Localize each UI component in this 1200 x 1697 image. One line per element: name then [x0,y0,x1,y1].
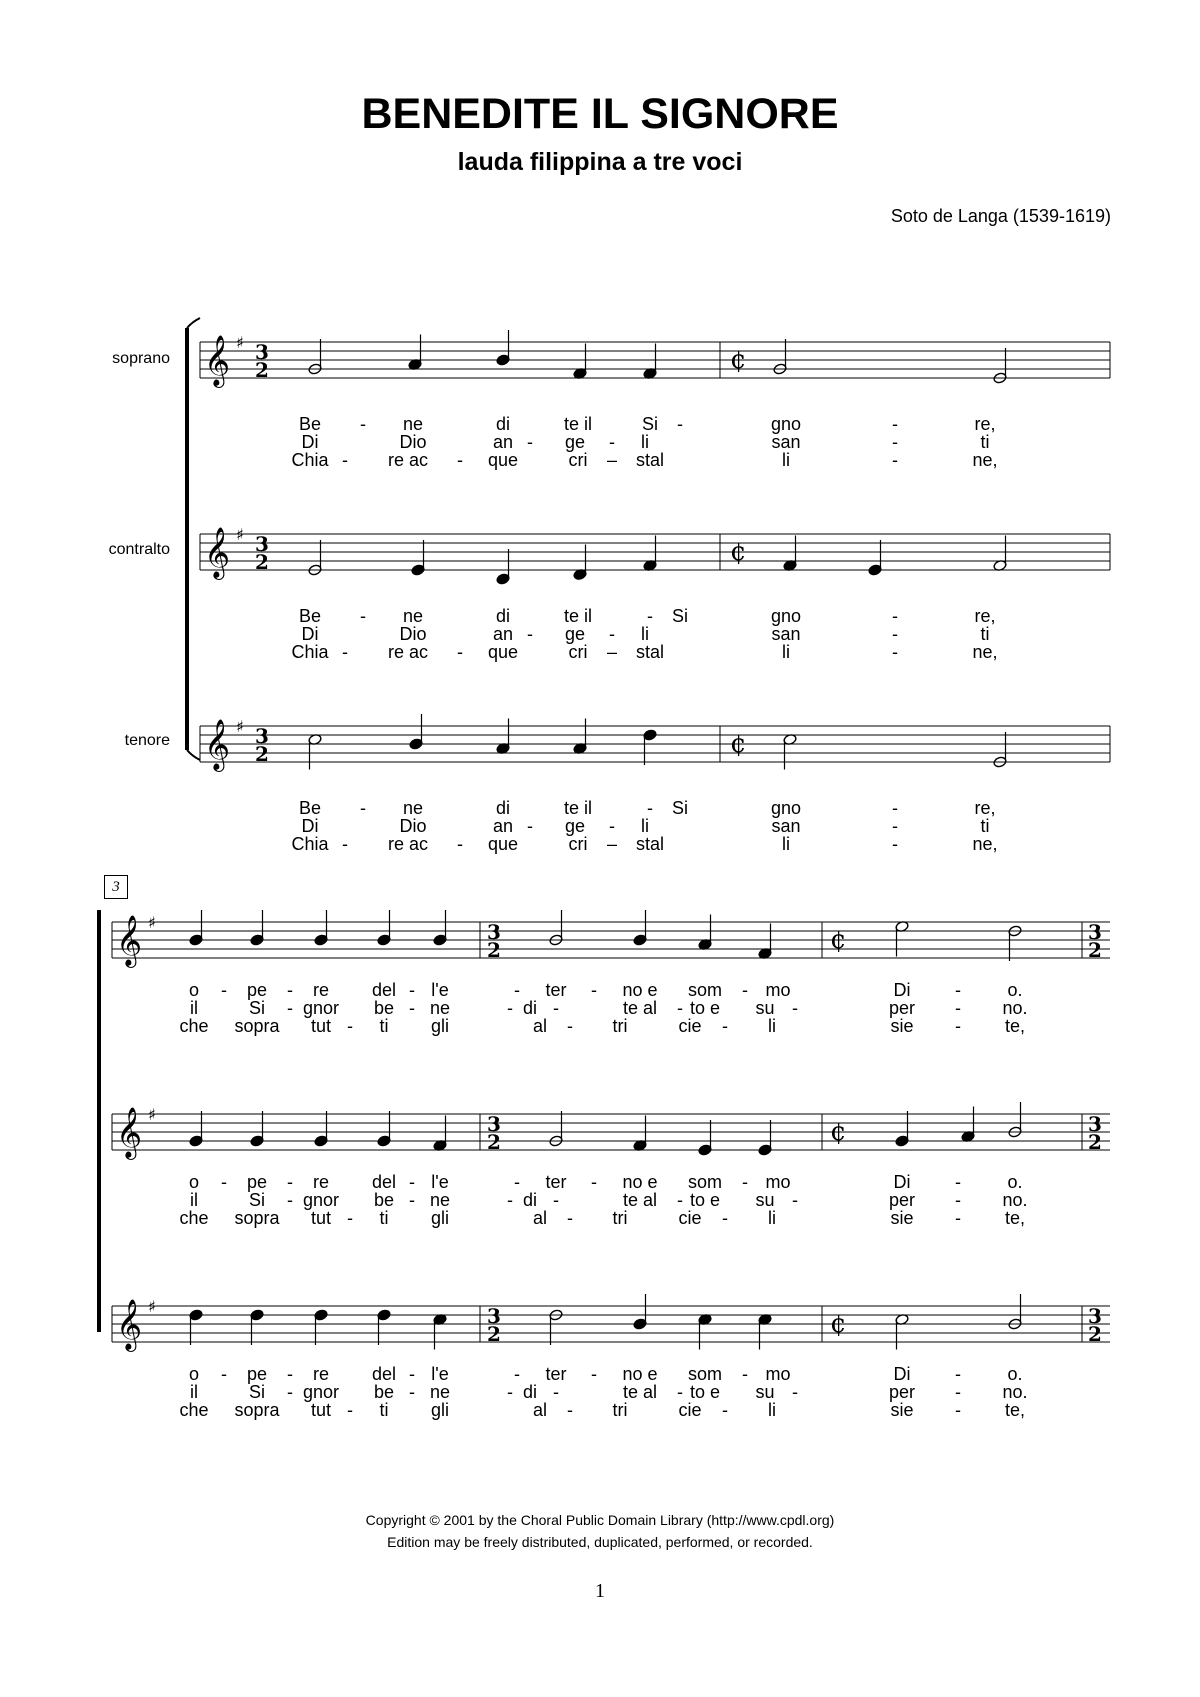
system2-soprano-lyric-syllable: - [221,980,227,1000]
system1-bracket-top [187,318,200,328]
system1-contralto-lyric-syllable: re ac [387,642,429,662]
system2-soprano-lyric-syllable: mo [765,980,791,1000]
system2-contralto-lyric-syllable: re [312,1172,330,1192]
system1-contralto-lyric-syllable: - [457,642,463,662]
system2-contralto-lyric-syllable: per [888,1190,916,1210]
score-subtitle: lauda filippina a tre voci [457,148,743,176]
system2-tenore-lyric-syllable: - [347,1400,353,1420]
system2-soprano-lyric-syllable: - [287,980,293,1000]
system1-tenore-lyric-syllable: - [457,834,463,854]
system1-contralto-lyric-syllable: - [647,606,653,626]
system2-soprano-lyric-syllable: - [553,998,559,1018]
system1-soprano-lyric-syllable: - [342,450,348,470]
system1-contralto-lyric-syllable: - [892,624,898,644]
system2-soprano-lyric-syllable: gli [430,1016,450,1036]
system2-contralto-lyric-syllable: - [287,1172,293,1192]
system2-contralto-lyric-syllable: pe [246,1172,268,1192]
system1-contralto-lyric-syllable: ge [564,624,586,644]
system1-soprano-lyric-syllable: ti [980,432,990,452]
system1-tenore-lyric-syllable: ti [980,816,990,836]
system2-soprano-lyric-syllable: del [371,980,397,1000]
system1-soprano-lyric-syllable: Si [641,414,659,434]
system2-tenore-lyric-syllable: mo [765,1364,791,1384]
system1-soprano-lyric-syllable: Chia [291,450,329,470]
system2-contralto-lyric-syllable: som [687,1172,723,1192]
system1-staff-contralto-timesig-den: 2 [255,550,269,574]
system2-soprano-lyric-syllable: o. [1007,980,1023,1000]
system2-staff-tenore-cut: ¢ [830,1309,847,1339]
system1-contralto-lyric-syllable: - [609,624,615,644]
system2-soprano-lyric-syllable: no e [622,980,658,1000]
system2-tenore-lyric-syllable: o. [1007,1364,1023,1384]
voice-label-soprano: soprano [112,350,170,367]
system2-tenore-lyric-syllable: - [514,1364,520,1384]
system2-contralto-lyric-syllable: su [755,1190,775,1210]
system1-soprano-lyric-syllable: que [487,450,519,470]
lyrics [179,414,1027,1420]
system1-contralto-lyric-syllable: - [527,624,533,644]
system2-contralto-lyric-syllable: del [371,1172,397,1192]
system1-tenore-lyric-syllable: Dio [399,816,427,836]
system1-contralto-lyric-syllable: gno [770,606,802,626]
system1-bracket-bottom [187,750,200,760]
system2-contralto-lyric-syllable: Di [893,1172,911,1192]
system2-tenore-lyric-syllable: - [742,1364,748,1384]
system2-tenore-lyric-syllable: - [955,1364,961,1384]
system1-contralto-lyric-syllable: an [492,624,514,644]
system1-tenore-lyric-syllable: ne [402,798,424,818]
system2-contralto-lyric-syllable: - [221,1172,227,1192]
system1-tenore-lyric-syllable: - [342,834,348,854]
system2-staff-contralto-timesig-den: 2 [487,1130,501,1154]
system2-soprano-lyric-syllable: tri [612,1016,628,1036]
system2-soprano-lyric-syllable: - [722,1016,728,1036]
system2-soprano-lyric-syllable: - [347,1016,353,1036]
system1-soprano-lyric-syllable: san [771,432,801,452]
system2-staff-tenore-key-sharp: ♯ [148,1297,156,1316]
system2-contralto-lyric-syllable: il [190,1190,198,1210]
system2-tenore-lyric-syllable: no e [622,1364,658,1384]
system2-soprano-lyric-syllable: tut [310,1016,332,1036]
system1-tenore-lyric-syllable: di [495,798,511,818]
system2-contralto-lyric-syllable: tut [310,1208,332,1228]
system2-tenore-lyric-syllable: del [371,1364,397,1384]
system1-contralto-lyric-syllable: ne [402,606,424,626]
composer-credit: Soto de Langa (1539-1619) [890,206,1111,226]
system2-contralto-lyric-syllable: di [522,1190,538,1210]
system1-contralto-lyric-syllable: re, [974,606,996,626]
system1-contralto-lyric-syllable: Si [671,606,689,626]
system2-tenore-lyric-syllable: - [409,1364,415,1384]
system2-tenore-lyric-syllable: - [955,1382,961,1402]
system2-tenore-lyric-syllable: - [221,1364,227,1384]
system2-contralto-lyric-syllable: - [553,1190,559,1210]
system1-tenore-lyric-syllable: Si [671,798,689,818]
system1-soprano-lyric-syllable: - [677,414,683,434]
system1-soprano-lyric-syllable: - [527,432,533,452]
system1-soprano-lyric-syllable: di [495,414,511,434]
system1-tenore-lyric-syllable: san [771,816,801,836]
system2-soprano-lyric-syllable: cie [678,1016,702,1036]
system1-tenore-lyric-syllable: Chia [291,834,329,854]
system2-tenore-lyric-syllable: be [373,1382,395,1402]
system1-tenore-lyric-syllable: - [609,816,615,836]
system1-staff-soprano-cut: ¢ [730,345,747,375]
system2-staff-tenore-timesig-end-num: 3 [1088,1304,1102,1328]
system1-tenore-lyric-syllable: ge [564,816,586,836]
system2-contralto-lyric-syllable: gli [430,1208,450,1228]
system2-soprano-lyric-syllable: - [591,980,597,1000]
system2-contralto-lyric-syllable: sopra [234,1208,280,1228]
system2-tenore-lyric-syllable: sopra [234,1400,280,1420]
system2-contralto-lyric-syllable: cie [678,1208,702,1228]
system2-tenore-lyric-syllable: sie [890,1400,914,1420]
system2-soprano-lyric-syllable: - [287,998,293,1018]
system1-staff-contralto-key-sharp: ♯ [236,525,244,544]
system2-tenore-lyric-syllable: - [792,1382,798,1402]
system1-contralto-lyric-syllable: que [487,642,519,662]
system1-soprano-lyric-syllable: re, [974,414,996,434]
system2-staff-contralto-timesig-end-num: 3 [1088,1112,1102,1136]
system1-soprano-lyric-syllable: - [457,450,463,470]
system2-soprano-lyric-syllable: to e [689,998,721,1018]
system2-tenore-lyric-syllable: o [188,1364,200,1384]
system1-tenore-lyric-syllable: - [647,798,653,818]
system2-contralto-lyric-syllable: gnor [302,1190,340,1210]
measure-number-box: 3 [104,875,128,899]
system1-tenore-lyric-syllable: – [606,834,618,854]
system2-contralto-lyric-syllable: ti [379,1208,389,1228]
system1-contralto-lyric-syllable: stal [635,642,665,662]
voice-label-contralto: contralto [108,541,170,558]
system2-staff-tenore-treble-clef: 𝄞 [116,1299,143,1350]
system2-tenore-lyric-syllable: to e [689,1382,721,1402]
system1-soprano-lyric-syllable: Be [298,414,322,434]
system1-soprano-lyric-syllable: te il [563,414,593,434]
system2-staff-soprano-treble-clef: 𝄞 [116,915,143,966]
system2-staff-contralto-cut: ¢ [830,1117,847,1147]
system2-tenore-lyric-syllable: Si [248,1382,266,1402]
system1-soprano-lyric-syllable: Di [301,432,319,452]
system2-soprano-lyric-syllable: be [373,998,395,1018]
system2-tenore-lyric-syllable: l'e [431,1364,449,1384]
system1-soprano-lyric-syllable: ge [564,432,586,452]
distribution-line: Edition may be freely distributed, duplicated, performed, or recorded. [387,1534,813,1550]
system2-tenore-lyric-syllable: te, [1004,1400,1026,1420]
system1-soprano-lyric-syllable: re ac [387,450,429,470]
system2-tenore-lyric-syllable: tri [612,1400,628,1420]
system2-contralto-lyric-syllable: - [955,1172,961,1192]
system1-soprano-lyric-syllable: li [782,450,790,470]
system1-soprano-lyric-syllable: - [609,432,615,452]
page-number: 1 [595,1580,605,1602]
system2-staff-contralto-treble-clef: 𝄞 [116,1107,143,1158]
system1-staff-soprano-timesig-num: 3 [255,340,269,364]
system2-soprano-lyric-syllable: - [955,998,961,1018]
system2-contralto-lyric-syllable: - [347,1208,353,1228]
system2-tenore-lyric-syllable: re [312,1364,330,1384]
system1-tenore-lyric-syllable: re, [974,798,996,818]
system1-tenore-lyric-syllable: li [641,816,649,836]
system2-soprano-lyric-syllable: - [955,1016,961,1036]
system2-tenore-lyric-syllable: di [522,1382,538,1402]
system2-tenore-lyric-syllable: gli [430,1400,450,1420]
system2-staff-soprano-timesig-den: 2 [487,938,501,962]
system2-soprano-lyric-syllable: l'e [431,980,449,1000]
system1-staff-tenore-timesig-den: 2 [255,742,269,766]
system1-staff-soprano-treble-clef: 𝄞 [204,335,231,386]
system2-tenore-lyric-syllable: - [955,1400,961,1420]
system2-tenore-lyric-syllable: su [755,1382,775,1402]
system2-soprano-lyric-syllable: di [522,998,538,1018]
system2-soprano-lyric-syllable: - [514,980,520,1000]
system2-tenore-lyric-syllable: al [532,1400,548,1420]
system1-tenore-lyric-syllable: - [892,816,898,836]
system1-staff-tenore-treble-clef: 𝄞 [204,719,231,770]
system2-staff-soprano-key-sharp: ♯ [148,913,156,932]
system2-tenore-lyric-syllable: - [591,1364,597,1384]
system2-staff-soprano-cut: ¢ [830,925,847,955]
system2-soprano-lyric-syllable: - [792,998,798,1018]
system2-soprano-lyric-syllable: Si [248,998,266,1018]
system1-soprano-lyric-syllable: - [360,414,366,434]
system2-contralto-lyric-syllable: tri [612,1208,628,1228]
system2-soprano-lyric-syllable: Di [893,980,911,1000]
system1-tenore-lyric-syllable: Be [298,798,322,818]
system2-tenore-lyric-syllable: li [768,1400,776,1420]
system2-tenore-lyric-syllable: il [190,1382,198,1402]
system1-contralto-lyric-syllable: Dio [399,624,427,644]
system1-staff-tenore-timesig-num: 3 [255,724,269,748]
system2-contralto-lyric-syllable: - [792,1190,798,1210]
system1-contralto-lyric-syllable: Be [298,606,322,626]
system1-tenore-lyric-syllable: cri [568,834,588,854]
system2-tenore-lyric-syllable: gnor [302,1382,340,1402]
system2-tenore-lyric-syllable: - [287,1382,293,1402]
system2-contralto-lyric-syllable: no. [1002,1190,1028,1210]
system2-contralto-lyric-syllable: - [409,1190,415,1210]
system2-soprano-lyric-syllable: pe [246,980,268,1000]
system1-tenore-lyric-syllable: que [487,834,519,854]
system2-contralto-lyric-syllable: l'e [431,1172,449,1192]
system2-contralto-lyric-syllable: che [179,1208,209,1228]
system2-soprano-lyric-syllable: sopra [234,1016,280,1036]
system1-contralto-lyric-syllable: cri [568,642,588,662]
system2-contralto-lyric-syllable: - [742,1172,748,1192]
system1-soprano-lyric-syllable: Dio [399,432,427,452]
system2-staff-tenore-timesig-end-den: 2 [1088,1322,1102,1346]
system1-tenore-lyric-syllable: an [492,816,514,836]
system2-tenore-lyric-syllable: - [553,1382,559,1402]
system2-tenore-lyric-syllable: - [677,1382,683,1402]
system2-contralto-lyric-syllable: te, [1004,1208,1026,1228]
system2-contralto-lyric-syllable: Si [248,1190,266,1210]
system2-soprano-lyric-syllable: sie [890,1016,914,1036]
system2-contralto-lyric-syllable: - [567,1208,573,1228]
system2-contralto-lyric-syllable: be [373,1190,395,1210]
system2-tenore-lyric-syllable: - [567,1400,573,1420]
system2-staff-soprano-timesig-end-den: 2 [1088,938,1102,962]
system1-tenore-lyric-syllable: - [892,798,898,818]
system2-soprano-lyric-syllable: te, [1004,1016,1026,1036]
system2-contralto-lyric-syllable: ter [545,1172,567,1192]
system2-tenore-lyric-syllable: - [409,1382,415,1402]
system2-soprano-lyric-syllable: ne [429,998,451,1018]
system2-contralto-lyric-syllable: te al [622,1190,658,1210]
system1-staff-soprano-timesig-den: 2 [255,358,269,382]
system2-contralto-lyric-syllable: - [409,1172,415,1192]
system2-contralto-lyric-syllable: to e [689,1190,721,1210]
system1-staff-tenore-key-sharp: ♯ [236,717,244,736]
system1-soprano-lyric-syllable: - [892,450,898,470]
system2-contralto-lyric-syllable: - [591,1172,597,1192]
system2-staff-soprano-timesig-num: 3 [487,920,501,944]
system2-staff-contralto-key-sharp: ♯ [148,1105,156,1124]
system1-tenore-lyric-syllable: ne, [972,834,998,854]
system2-contralto-lyric-syllable: sie [890,1208,914,1228]
system2-soprano-lyric-syllable: ter [545,980,567,1000]
system1-soprano-lyric-syllable: cri [568,450,588,470]
system1-contralto-lyric-syllable: Di [301,624,319,644]
system2-contralto-lyric-syllable: o [188,1172,200,1192]
system1-staff-contralto-cut: ¢ [730,537,747,567]
copyright-line: Copyright © 2001 by the Choral Public Domain Library (http://www.cpdl.org) [365,1512,835,1528]
system1-staff-tenore-cut: ¢ [730,729,747,759]
system1-contralto-lyric-syllable: san [771,624,801,644]
system2-soprano-lyric-syllable: li [768,1016,776,1036]
system1-contralto-lyric-syllable: Chia [291,642,329,662]
system2-soprano-lyric-syllable: re [312,980,330,1000]
system2-tenore-lyric-syllable: ti [379,1400,389,1420]
system2-soprano-lyric-syllable: - [567,1016,573,1036]
system2-tenore-lyric-syllable: che [179,1400,209,1420]
system1-staff-contralto-timesig-num: 3 [255,532,269,556]
system2-soprano-lyric-syllable: - [955,980,961,1000]
system2-tenore-lyric-syllable: som [687,1364,723,1384]
system2-tenore-lyric-syllable: - [722,1400,728,1420]
system1-tenore-lyric-syllable: te il [563,798,593,818]
system2-tenore-lyric-syllable: - [507,1382,513,1402]
system1-tenore-lyric-syllable: re ac [387,834,429,854]
system1-staff-contralto-treble-clef: 𝄞 [204,527,231,578]
system1-contralto-lyric-syllable: ne, [972,642,998,662]
system2-contralto-lyric-syllable: mo [765,1172,791,1192]
system2-contralto-lyric-syllable: ne [429,1190,451,1210]
system2-contralto-lyric-syllable: - [507,1190,513,1210]
system2-tenore-lyric-syllable: tut [310,1400,332,1420]
system2-tenore-lyric-syllable: Di [893,1364,911,1384]
system2-contralto-lyric-syllable: - [955,1190,961,1210]
system2-tenore-lyric-syllable: ne [429,1382,451,1402]
system1-contralto-lyric-syllable: te il [563,606,593,626]
score-title: BENEDITE IL SIGNORE [361,90,839,138]
system1-tenore-lyric-syllable: - [527,816,533,836]
system2-tenore-lyric-syllable: ter [545,1364,567,1384]
system2-contralto-lyric-syllable: - [722,1208,728,1228]
system2-contralto-lyric-syllable: al [532,1208,548,1228]
system2-staff-soprano-timesig-end-num: 3 [1088,920,1102,944]
system2-tenore-lyric-syllable: per [888,1382,916,1402]
system1-contralto-lyric-syllable: li [782,642,790,662]
system1-soprano-lyric-syllable: ne [402,414,424,434]
system1-tenore-lyric-syllable: - [892,834,898,854]
system2-tenore-lyric-syllable: te al [622,1382,658,1402]
system1-tenore-lyric-syllable: li [782,834,790,854]
system2-soprano-lyric-syllable: al [532,1016,548,1036]
system1-tenore-lyric-syllable: Di [301,816,319,836]
system2-soprano-lyric-syllable: te al [622,998,658,1018]
system2-soprano-lyric-syllable: - [409,980,415,1000]
system2-soprano-lyric-syllable: ti [379,1016,389,1036]
system2-tenore-lyric-syllable: no. [1002,1382,1028,1402]
system2-tenore-lyric-syllable: pe [246,1364,268,1384]
system2-soprano-lyric-syllable: o [188,980,200,1000]
system1-tenore-lyric-syllable: stal [635,834,665,854]
system2-soprano-lyric-syllable: som [687,980,723,1000]
system1-soprano-lyric-syllable: - [892,414,898,434]
system2-soprano-lyric-syllable: il [190,998,198,1018]
system1-tenore-lyric-syllable: - [360,798,366,818]
system1-soprano-lyric-syllable: – [606,450,618,470]
system2-contralto-lyric-syllable: o. [1007,1172,1023,1192]
system2-soprano-lyric-syllable: su [755,998,775,1018]
system1-soprano-lyric-syllable: an [492,432,514,452]
system2-soprano-lyric-syllable: - [677,998,683,1018]
system1-soprano-lyric-syllable: - [892,432,898,452]
voice-label-tenore: tenore [124,732,170,749]
system2-contralto-lyric-syllable: - [677,1190,683,1210]
system2-staff-tenore-timesig-num: 3 [487,1304,501,1328]
system1-tenore-lyric-syllable: gno [770,798,802,818]
system1-soprano-lyric-syllable: gno [770,414,802,434]
system1-contralto-lyric-syllable: - [360,606,366,626]
system2-staff-contralto-timesig-num: 3 [487,1112,501,1136]
system1-contralto-lyric-syllable: – [606,642,618,662]
system2-contralto-lyric-syllable: no e [622,1172,658,1192]
system2-soprano-lyric-syllable: - [507,998,513,1018]
system2-staff-tenore-timesig-den: 2 [487,1322,501,1346]
system1-contralto-lyric-syllable: - [892,606,898,626]
system1-contralto-lyric-syllable: di [495,606,511,626]
system1-soprano-lyric-syllable: li [641,432,649,452]
system2-soprano-lyric-syllable: no. [1002,998,1028,1018]
system2-tenore-lyric-syllable: cie [678,1400,702,1420]
system2-contralto-lyric-syllable: - [514,1172,520,1192]
system1-soprano-lyric-syllable: stal [635,450,665,470]
system2-soprano-lyric-syllable: che [179,1016,209,1036]
system1-contralto-lyric-syllable: - [342,642,348,662]
system2-soprano-lyric-syllable: per [888,998,916,1018]
system2-contralto-lyric-syllable: - [955,1208,961,1228]
system2-soprano-lyric-syllable: - [409,998,415,1018]
system2-soprano-lyric-syllable: - [742,980,748,1000]
system2-contralto-lyric-syllable: - [287,1190,293,1210]
system1-contralto-lyric-syllable: ti [980,624,990,644]
system1-soprano-lyric-syllable: ne, [972,450,998,470]
system2-tenore-lyric-syllable: - [287,1364,293,1384]
system1-contralto-lyric-syllable: li [641,624,649,644]
system2-staff-contralto-timesig-end-den: 2 [1088,1130,1102,1154]
system1-staff-soprano-key-sharp: ♯ [236,333,244,352]
system2-soprano-lyric-syllable: gnor [302,998,340,1018]
system1-contralto-lyric-syllable: - [892,642,898,662]
system2-contralto-lyric-syllable: li [768,1208,776,1228]
